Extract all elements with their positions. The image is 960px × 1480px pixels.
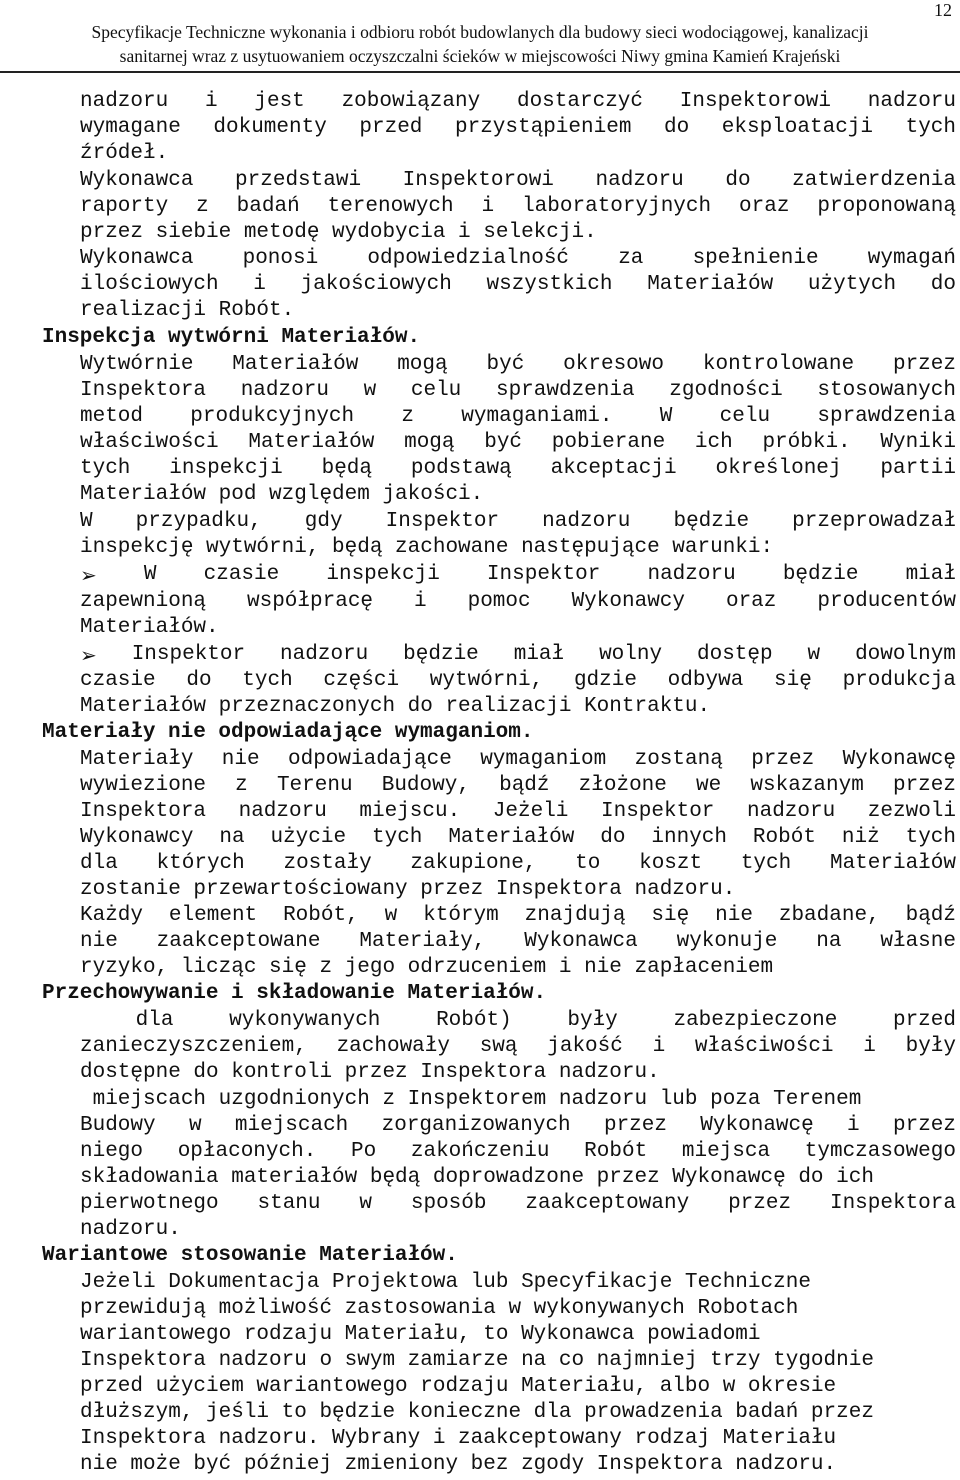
text-line: dostępne do kontroli przez Inspektora nadzoru. xyxy=(80,1061,660,1084)
text-line: Wykonawca przedstawi Inspektorowi nadzoru do zatwierdzenia xyxy=(80,169,956,192)
text-line: metod produkcyjnych z wymaganiami. W celu sprawdzenia xyxy=(80,405,956,428)
text-line: Materiały nie odpowiadające wymaganiom zostaną przez Wykonawcę xyxy=(80,748,956,771)
text-line: nie zaakceptowane Materiały, Wykonawca wykonuje na własne xyxy=(80,930,956,953)
text-line: przed użyciem wariantowego rodzaju Materiału, albo w okresie xyxy=(80,1375,837,1398)
text-line: miejscach uzgodnionych z Inspektorem nadzoru lub poza Terenem xyxy=(80,1088,862,1111)
text-line: dla wykonywanych Robót) były zabezpieczone przed xyxy=(80,1009,956,1032)
word: dowolnym xyxy=(855,643,956,666)
text-line: Budowy w miejscach zorganizowanych przez Wykonawcę i przez xyxy=(80,1114,956,1137)
text-line: dla których zostały zakupione, to koszt tych Materiałów xyxy=(80,852,956,875)
text-line: Inspektora nadzoru miejscu. Jeżeli Inspektor nadzoru zezwoli xyxy=(80,800,956,823)
text-line: pierwotnego stanu w sposób zaakceptowany przez Inspektora xyxy=(80,1192,956,1215)
arrow-bullet-icon: ➢ xyxy=(80,643,97,667)
section-heading: Inspekcja wytwórni Materiałów. xyxy=(42,326,421,349)
word: wolny xyxy=(599,643,663,666)
text-line: zanieczyszczeniem, zachowały swą jakość i właściwości i były xyxy=(80,1035,956,1058)
word: czasie xyxy=(203,563,280,586)
text-line: Materiałów. xyxy=(80,616,219,639)
text-line: czasie do tych części wytwórni, gdzie odbywa się produkcja xyxy=(80,669,956,692)
word: będzie xyxy=(403,643,479,666)
text-line: zapewnioną współpracę i pomoc Wykonawcy oraz producentów xyxy=(80,590,956,613)
text-line: nie może być później zmieniony bez zgody Inspektora nadzoru. xyxy=(80,1453,837,1476)
header-rule xyxy=(0,71,960,73)
text-line: Materiałów pod względem jakości. xyxy=(80,483,484,506)
word: dostęp xyxy=(697,643,773,666)
header-line-1: Specyfikacje Techniczne wykonania i odbioru robót budowlanych dla budowy sieci wodociągowej, kanalizacji xyxy=(91,22,869,42)
text-line: inspekcję wytwórni, będą zachowane następujące warunki: xyxy=(80,536,774,559)
word: w xyxy=(807,643,821,666)
text-line: Wytwórnie Materiałów mogą być okresowo kontrolowane przez xyxy=(80,353,956,376)
bullet-item xyxy=(80,642,956,668)
text-line: wymagane dokumenty przed przystąpieniem do eksploatacji tych xyxy=(80,116,956,139)
text-line: Inspektora nadzoru w celu sprawdzenia zgodności stosowanych xyxy=(80,379,956,402)
page-number: 12 xyxy=(934,0,952,20)
header-line-2: sanitarnej wraz z usytuowaniem oczyszczalni ścieków w miejscowości Niwy gmina Kamień Krajeński xyxy=(119,46,841,66)
word: będzie xyxy=(782,563,859,586)
word: nadzoru xyxy=(280,643,369,666)
text-line: tych inspekcji będą podstawą akceptacji określonej partii xyxy=(80,457,956,480)
text-line: W przypadku, gdy Inspektor nadzoru będzie przeprowadzał xyxy=(80,510,956,533)
text-line: wariantowego rodzaju Materiału, to Wykonawca powiadomi xyxy=(80,1323,761,1346)
text-line: źródeł. xyxy=(80,142,169,165)
text-line: ryzyko, licząc się z jego odrzuceniem i nie zapłaceniem xyxy=(80,956,774,979)
word: miał xyxy=(905,563,956,586)
text-line: właściwości Materiałów mogą być pobierane ich próbki. Wyniki xyxy=(80,431,956,454)
text-line: zostanie przewartościowany przez Inspektora nadzoru. xyxy=(80,878,736,901)
bullet-item xyxy=(80,562,956,588)
text-line: Inspektora nadzoru. Wybrany i zaakceptowany rodzaj Materiału xyxy=(80,1427,837,1450)
document-header xyxy=(0,20,960,68)
section-heading: Wariantowe stosowanie Materiałów. xyxy=(42,1244,458,1267)
word: Inspektor xyxy=(486,563,601,586)
word: Inspektor xyxy=(131,643,246,666)
text-line: nadzoru i jest zobowiązany dostarczyć Inspektorowi nadzoru xyxy=(80,90,956,113)
word: W xyxy=(143,563,157,586)
text-line: Wykonawcy na użycie tych Materiałów do innych Robót niż tych xyxy=(80,826,956,849)
section-heading: Przechowywanie i składowanie Materiałów. xyxy=(42,982,547,1005)
text-line: nadzoru. xyxy=(80,1218,181,1241)
text-line: wywiezione z Terenu Budowy, bądź złożone we wskazanym przez xyxy=(80,774,956,797)
text-line: Wykonawca ponosi odpowiedzialność za spełnienie wymagań xyxy=(80,247,956,270)
text-line: Jeżeli Dokumentacja Projektowa lub Specyfikacje Techniczne xyxy=(80,1271,811,1294)
text-line: dłuższym, jeśli to będzie konieczne dla prowadzenia badań przez xyxy=(80,1401,874,1424)
section-heading: Materiały nie odpowiadające wymaganiom. xyxy=(42,721,534,744)
text-line: Materiałów przeznaczonych do realizacji Kontraktu. xyxy=(80,695,711,718)
text-line: realizacji Robót. xyxy=(80,299,295,322)
word: nadzoru xyxy=(647,563,736,586)
text-line: Każdy element Robót, w którym znajdują się nie zbadane, bądź xyxy=(80,904,956,927)
arrow-bullet-icon: ➢ xyxy=(80,563,97,587)
text-line: raporty z badań terenowych i laboratoryjnych oraz proponowaną xyxy=(80,195,956,218)
text-line: przez siebie metodę wydobycia i selekcji. xyxy=(80,221,597,244)
text-line: Inspektora nadzoru o swym zamiarze na co najmniej trzy tygodnie xyxy=(80,1349,874,1372)
text-line: niego opłaconych. Po zakończeniu Robót miejsca tymczasowego xyxy=(80,1140,956,1163)
text-line: przewidują możliwość zastosowania w wykonywanych Robotach xyxy=(80,1297,799,1320)
word: miał xyxy=(513,643,565,666)
text-line: składowania materiałów będą doprowadzone przez Wykonawcę do ich xyxy=(80,1166,874,1189)
word: inspekcji xyxy=(326,563,440,586)
text-line: ilościowych i jakościowych wszystkich Materiałów użytych do xyxy=(80,273,956,296)
